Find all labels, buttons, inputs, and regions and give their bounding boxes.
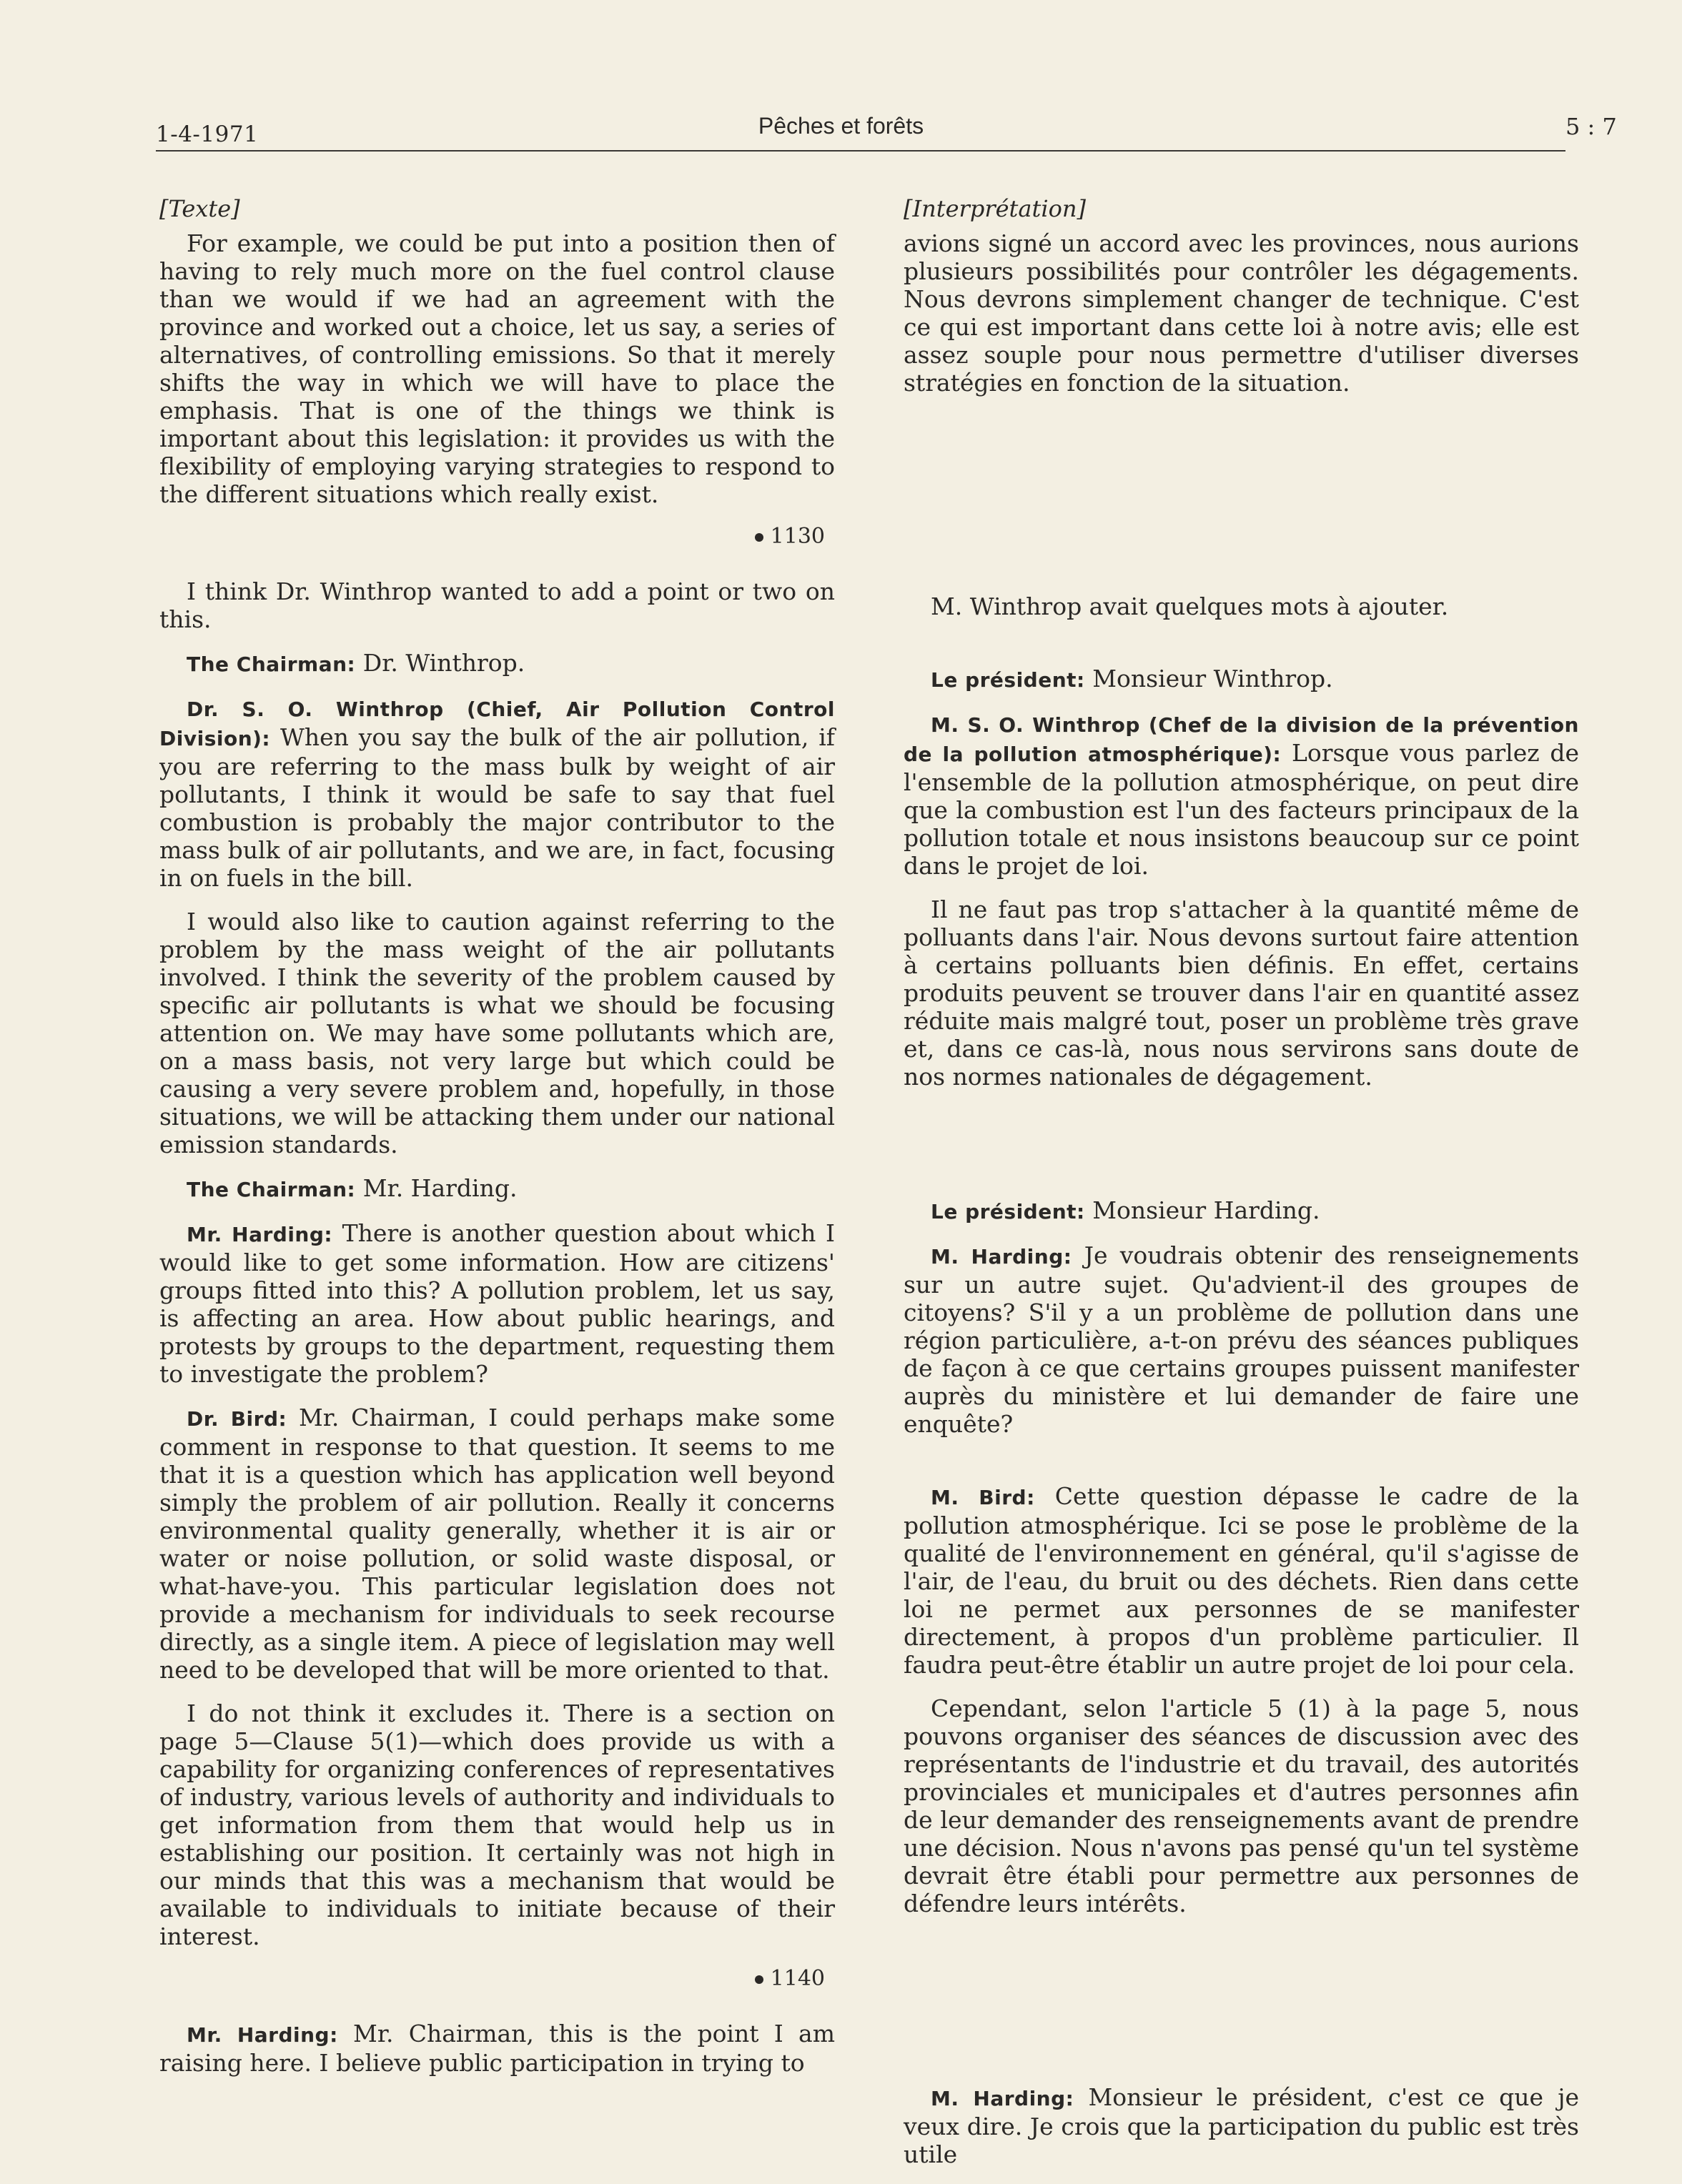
- speaker-paragraph: [159, 694, 835, 892]
- bullet-icon: [755, 1975, 763, 1984]
- speaker-paragraph: [904, 1482, 1579, 1679]
- speech-text: Monsieur Harding.: [1084, 1196, 1320, 1224]
- time-stamp-value: 1140: [770, 1966, 825, 1991]
- paragraph: M. Winthrop avait quelques mots à ajouter.: [931, 592, 1449, 620]
- speech-text: Dr. Winthrop.: [355, 649, 525, 677]
- time-stamp: [159, 524, 825, 549]
- speech-text: Mr. Harding.: [355, 1174, 518, 1202]
- paragraph: Il ne faut pas trop s'attacher à la quantité même de polluants dans l'air. Nous devons surtout faire attention à certains polluants bien définis. En effet, certains produits peuvent se trouver dans l'air en quantité assez réduite mais malgré tout, poser un problème très grave et, dans ce cas-là, nous nous servirons sans doute de nos normes nationales de dégagement.: [904, 895, 1579, 1091]
- speaker-name: M. Bird:: [931, 1486, 1035, 1509]
- paragraph: I do not think it excludes it. There is a section on page 5—Clause 5(1)—which does provide us with a capability for organizing conferences of representatives of industry, various levels of authority and individuals to get information from them that would help us in establishing our position. It certainly was not high in our minds that this was a mechanism that would be available to individuals to initiate because of their interest.: [159, 1699, 835, 1950]
- speaker-paragraph: [159, 1174, 835, 1203]
- speaker-name: Mr. Harding:: [187, 1223, 333, 1246]
- speech-text: Cette question dépasse le cadre de la pollution atmosphérique. Ici se pose le problème de la qualité de l'environnement en général, qu'il s'agisse de l'air, de l'eau, du bruit ou des déchets. Rien dans cette loi ne permet aux personnes de se manifester directement, à propos d'un problème particulier. Il faudra peut-être établir un autre projet de loi pour cela.: [904, 1482, 1579, 1679]
- speech-text: Mr. Chairman, I could perhaps make some comment in response to that question. It seems to me that it is a question which has application well beyond simply the problem of air pollution. Really it concerns environmental quality generally, whether it is air or water or noise pollution, or solid waste disposal, or what-have-you. This particular legislation does not provide a mechanism for individuals to seek recourse directly, as a single item. A piece of legislation may well need to be developed that will be more oriented to that.: [159, 1404, 835, 1684]
- speaker-name: Dr. Bird:: [187, 1407, 287, 1431]
- speaker-name: Le président:: [931, 668, 1085, 692]
- speaker-paragraph: [904, 1196, 1579, 1226]
- bullet-icon: [755, 533, 763, 542]
- paragraph: I would also like to caution against referring to the problem by the mass weight of the air pollutants involved. I think the severity of the problem caused by specific air pollutants is what we should be focusing attention on. We may have some pollutants which are, on a mass basis, not very large but which could be causing a very severe problem and, hopefully, in those situations, we will be attacking them under our national emission standards.: [159, 908, 835, 1158]
- speech-text: Monsieur Winthrop.: [1084, 665, 1333, 693]
- header-date: 1-4-1971: [156, 121, 259, 147]
- time-stamp: [159, 1966, 825, 1991]
- speech-text: Mr. Chairman, this is the point I am raising here. I believe public participation in trying to: [159, 2020, 835, 2077]
- paragraph: Cependant, selon l'article 5 (1) à la page 5, nous pouvons organiser des séances de discussion avec des représentants de l'industrie et du travail, des autorités provinciales et municipales et d'autres personnes afin de leur demander des renseignements avant de prendre une décision. Nous n'avons pas pensé qu'un tel système devrait être établi pour permettre aux personnes de défendre leurs intérêts.: [904, 1694, 1579, 1917]
- speaker-paragraph: [904, 1241, 1579, 1438]
- speech-text: Lorsque vous parlez de l'ensemble de la pollution atmosphérique, on peut dire que la combustion est l'un des facteurs principaux de la pollution totale et nous insistons beaucoup sur ce point dans le projet de loi.: [904, 739, 1579, 880]
- speaker-name: M. Harding:: [931, 2087, 1074, 2110]
- french-column: [904, 186, 1579, 2184]
- speech-text: Je voudrais obtenir des renseignements sur un autre sujet. Qu'advient-il des groupes de citoyens? S'il y a un problème de pollution dans une région particulière, a-t-on prévu des séances publiques de façon à ce que certains groupes puissent manifester auprès du ministère et lui demander de faire une enquête?: [904, 1241, 1580, 1438]
- column-label-texte: [Texte]: [159, 195, 240, 222]
- paragraph: For example, we could be put into a position then of having to rely much more on the fuel control clause than we would if we had an agreement with the province and worked out a choice, let us say, a series of alternatives, of controlling emissions. So that it merely shifts the way in which we will have to place the emphasis. That is one of the things we think is important about this legislation: it provides us with the flexibility of employing varying strategies to respond to the different situations which really exist.: [159, 229, 835, 508]
- speech-text: There is another question about which I would like to get some information. How are citizens' groups fitted into this? A pollution problem, let us say, is affecting an area. How about public hearings, and protests by groups to the department, requesting them to investigate the problem?: [159, 1219, 836, 1388]
- header-page-number: 5 : 7: [1565, 113, 1617, 140]
- speaker-paragraph: [159, 649, 835, 678]
- column-label-interpretation: [Interprétation]: [904, 195, 1086, 222]
- speaker-name: M. S. O. Winthrop (Chef de la division de la prévention de la pollution atmosphérique):: [904, 713, 1579, 766]
- speaker-paragraph: [904, 710, 1579, 880]
- speaker-paragraph: [904, 2083, 1579, 2168]
- speaker-name: The Chairman:: [187, 1178, 356, 1201]
- speaker-name: Dr. S. O. Winthrop (Chief, Air Pollution Control Division):: [159, 698, 835, 750]
- time-stamp-value: 1130: [770, 524, 825, 549]
- paragraph: I think Dr. Winthrop wanted to add a point or two on this.: [159, 577, 835, 633]
- speech-text: Monsieur le président, c'est ce que je veux dire. Je crois que la participation du public est très utile: [904, 2083, 1579, 2168]
- speaker-paragraph: [159, 1404, 835, 1684]
- speaker-paragraph: [159, 2020, 835, 2077]
- speaker-name: M. Harding:: [931, 1245, 1072, 1269]
- speaker-name: Le président:: [931, 1200, 1085, 1223]
- speech-text: When you say the bulk of the air pollution, if you are referring to the mass bulk by weight of air pollutants, I think it would be safe to say that fuel combustion is probably the major contributor to the mass bulk of air pollutants, and we are, in fact, focusing in on fuels in the bill.: [159, 723, 835, 892]
- speaker-paragraph: [904, 665, 1579, 694]
- paragraph: avions signé un accord avec les provinces, nous aurions plusieurs possibilités pour contrôler les dégagements. Nous devrons simplement changer de technique. C'est ce qui est important dans cette loi à notre avis; elle est assez souple pour nous permettre d'utiliser diverses stratégies en fonction de la situation.: [904, 229, 1579, 397]
- header-rule: [156, 150, 1565, 152]
- speaker-name: The Chairman:: [187, 652, 356, 676]
- header-title: Pêches et forêts: [758, 113, 924, 139]
- speaker-paragraph: [159, 1219, 835, 1388]
- english-column: [159, 186, 835, 2093]
- speaker-name: Mr. Harding:: [187, 2023, 338, 2047]
